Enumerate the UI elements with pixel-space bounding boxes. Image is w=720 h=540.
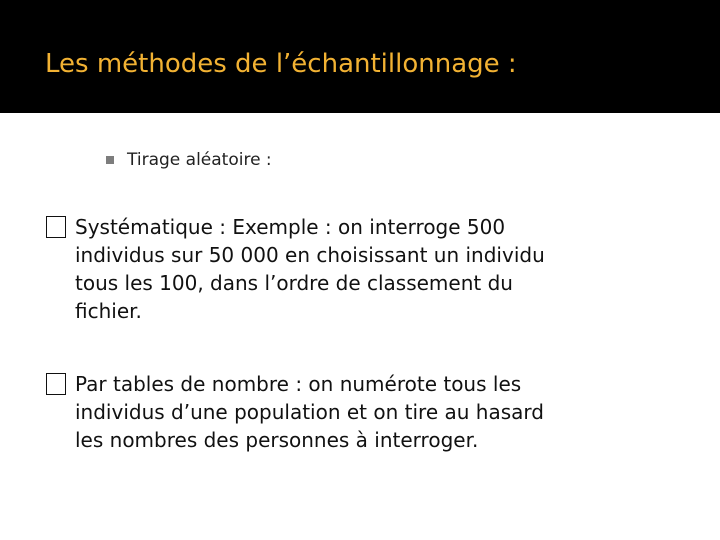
missing-glyph-icon	[46, 216, 66, 238]
missing-glyph-icon	[46, 373, 66, 395]
square-bullet-icon	[106, 156, 114, 164]
paragraph-line: fichier.	[75, 299, 142, 323]
paragraph-tables-de-nombre	[46, 370, 686, 454]
title-bar	[0, 0, 720, 113]
slide-title: Les méthodes de l’échantillonnage :	[45, 49, 517, 79]
paragraph-line: les nombres des personnes à interroger.	[75, 428, 479, 452]
paragraph-line: individus sur 50 000 en choisissant un individu	[75, 243, 545, 267]
paragraph-line-text: Systématique : Exemple : on interroge 500	[75, 215, 506, 239]
paragraph-line-text: Par tables de nombre : on numérote tous les	[75, 372, 522, 396]
paragraph-systematique	[46, 213, 686, 325]
bullet-text: Tirage aléatoire :	[127, 150, 272, 170]
paragraph-line	[46, 370, 686, 398]
paragraph-line	[46, 213, 686, 241]
bullet-item	[106, 150, 272, 170]
paragraph-line: tous les 100, dans l’ordre de classement du	[75, 271, 513, 295]
paragraph-line: individus d’une population et on tire au hasard	[75, 400, 544, 424]
